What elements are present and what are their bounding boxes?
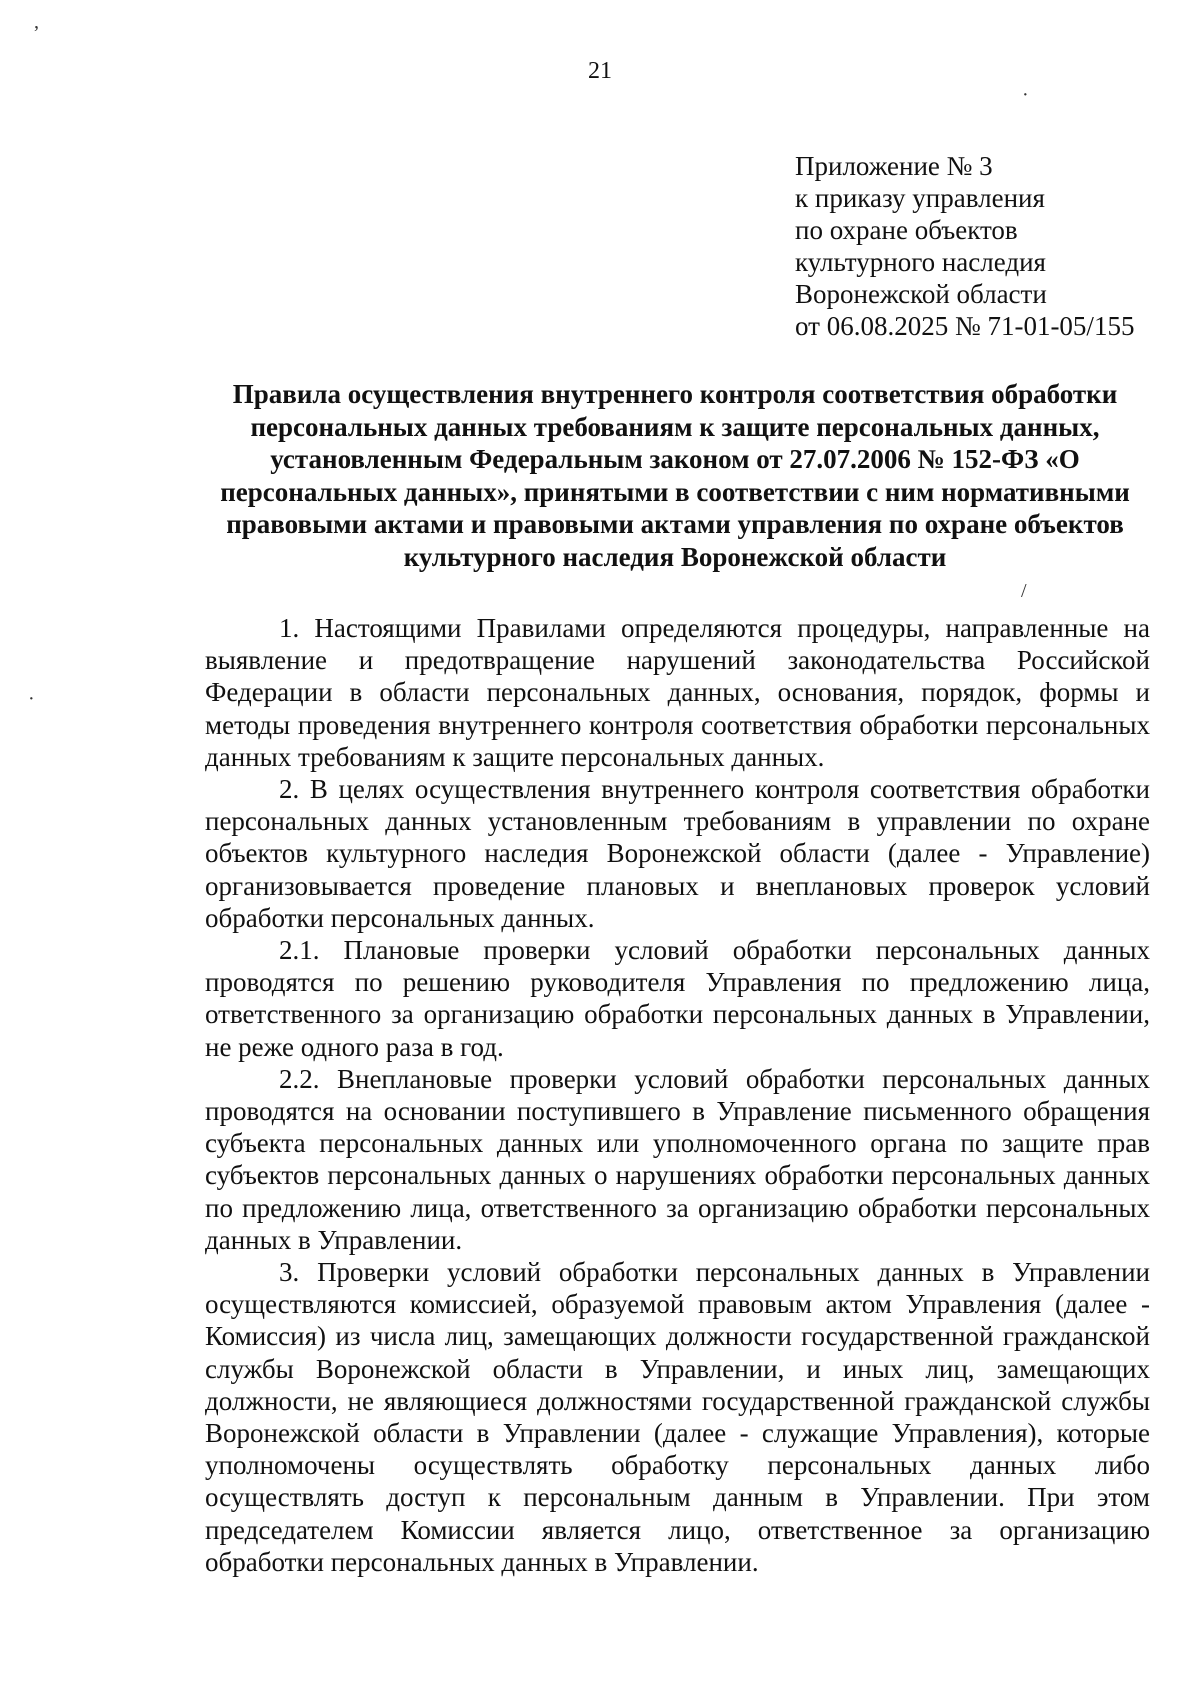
- document-body: [205, 612, 1150, 1578]
- paragraph: 1. Настоящими Правилами определяются процедуры, направленные на выявление и предотвращение нарушений законодательства Российской Федерации в области персональных данных, основания, порядок, формы и методы проведения внутреннего контроля соответствия обработки персональных данных требованиям к защите персональных данных.: [205, 613, 1150, 772]
- page-number: 21: [588, 58, 612, 84]
- appendix-block: [795, 150, 1134, 342]
- appendix-line: по охране объектов: [795, 215, 1018, 245]
- appendix-line: Приложение № 3: [795, 151, 993, 181]
- appendix-line: к приказу управления: [795, 183, 1045, 213]
- paragraph: 2.2. Внеплановые проверки условий обработки персональных данных проводятся на основании поступившего в Управление письменного обращения субъекта персональных данных или уполномоченного органа по защите прав субъектов персональных данных о нарушениях обработки персональных данных по предложению лица, ответственного за организацию обработки персональных данных в Управлении.: [205, 1063, 1150, 1255]
- scan-speck: ·: [1022, 84, 1029, 106]
- paragraph: 3. Проверки условий обработки персональных данных в Управлении осуществляются комиссией, образуемой правовым актом Управления (далее - Комиссия) из числа лиц, замещающих должности государственной гражданской службы Воронежской области в Управлении, и иных лиц, замещающих должности, не являющиеся должностями государственной гражданской службы Воронежской области в Управлении (далее - служащие Управления), которые уполномочены осуществлять обработку персональных данных либо осуществлять доступ к персональным данным в Управлении. При этом председателем Комиссии является лицо, ответственное за организацию обработки персональных данных в Управлении.: [205, 1257, 1150, 1577]
- appendix-line: культурного наследия: [795, 247, 1046, 277]
- scan-speck: ’: [33, 22, 40, 44]
- paragraph: 2.1. Плановые проверки условий обработки персональных данных проводятся по решению руководителя Управления по предложению лица, ответственного за организацию обработки персональных данных в Управлении, не реже одного раза в год.: [205, 935, 1150, 1062]
- paragraph: 2. В целях осуществления внутреннего контроля соответствия обработки персональных данных установленным требованиям в управлении по охране объектов культурного наследия Воронежской области (далее - Управление) организовывается проведение плановых и внеплановых проверок условий обработки персональных данных.: [205, 774, 1150, 933]
- document-title: Правила осуществления внутреннего контроля соответствия обработки персональных данных требованиям к защите персональных данных, установленным Федеральным законом от 27.07.2006 № 152-ФЗ «О персональных данных», принятыми в соответствии с ним нормативными правовыми актами и правовыми актами управления по охране объектов культурного наследия Воронежской области: [220, 379, 1130, 572]
- appendix-line: Воронежской области: [795, 279, 1047, 309]
- scan-speck: ·: [28, 688, 35, 710]
- appendix-line: от 06.08.2025 № 71-01-05/155: [795, 311, 1135, 341]
- scan-speck: /: [1021, 580, 1027, 602]
